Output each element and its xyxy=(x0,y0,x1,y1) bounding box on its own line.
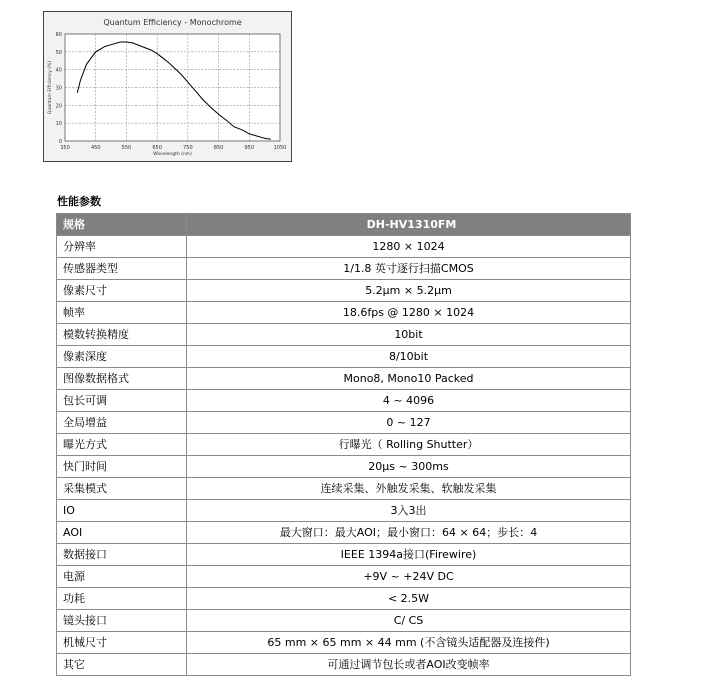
spec-label: 采集模式 xyxy=(57,478,187,500)
table-row xyxy=(57,258,631,280)
quantum-efficiency-chart xyxy=(43,11,292,162)
y-tick-label: 0 xyxy=(58,139,62,145)
table-row xyxy=(57,302,631,324)
spec-value: 18.6fps @ 1280 × 1024 xyxy=(187,302,631,324)
spec-label: 其它 xyxy=(57,654,187,676)
x-tick-label: 1050 xyxy=(273,145,287,151)
spec-value: 4 ~ 4096 xyxy=(187,390,631,412)
section-title: 性能参数 xyxy=(57,195,101,208)
spec-value: 3入3出 xyxy=(187,500,631,522)
spec-label: 快门时间 xyxy=(57,456,187,478)
table-row xyxy=(57,478,631,500)
x-tick-label: 550 xyxy=(121,145,132,151)
y-tick-label: 50 xyxy=(55,49,62,56)
table-row xyxy=(57,566,631,588)
header-spec-label: 规格 xyxy=(57,214,187,236)
table-row xyxy=(57,412,631,434)
table-row xyxy=(57,544,631,566)
spec-value: 1280 × 1024 xyxy=(187,236,631,258)
x-tick-label: 850 xyxy=(213,145,224,151)
spec-value: +9V ~ +24V DC xyxy=(187,566,631,588)
spec-label: 机械尺寸 xyxy=(57,632,187,654)
table-row xyxy=(57,654,631,676)
table-row xyxy=(57,346,631,368)
spec-value: 0 ~ 127 xyxy=(187,412,631,434)
spec-label: 数据接口 xyxy=(57,544,187,566)
spec-value: IEEE 1394a接口(Firewire) xyxy=(187,544,631,566)
table-row xyxy=(57,236,631,258)
spec-value: Mono8, Mono10 Packed xyxy=(187,368,631,390)
table-header-row xyxy=(57,214,631,236)
spec-label: 曝光方式 xyxy=(57,434,187,456)
table-row xyxy=(57,632,631,654)
spec-label: 像素深度 xyxy=(57,346,187,368)
x-axis-label: Wavelength (nm) xyxy=(153,152,192,157)
table-row xyxy=(57,324,631,346)
spec-label: 镜头接口 xyxy=(57,610,187,632)
y-tick-label: 60 xyxy=(55,32,62,38)
spec-value: 1/1.8 英寸逐行扫描CMOS xyxy=(187,258,631,280)
spec-label: 包长可调 xyxy=(57,390,187,412)
spec-table-body xyxy=(57,236,631,676)
spec-value: 最大窗口：最大AOI；最小窗口：64 × 64；步长：4 xyxy=(187,522,631,544)
y-tick-label: 30 xyxy=(55,85,62,92)
table-row xyxy=(57,280,631,302)
table-row xyxy=(57,610,631,632)
spec-label: 模数转换精度 xyxy=(57,324,187,346)
spec-label: 电源 xyxy=(57,566,187,588)
y-tick-label: 20 xyxy=(55,103,62,110)
table-row xyxy=(57,588,631,610)
spec-label: AOI xyxy=(57,522,187,544)
y-tick-label: 40 xyxy=(55,67,62,74)
x-tick-label: 650 xyxy=(152,145,162,151)
y-axis-label: Quantum Efficiency (%) xyxy=(48,60,53,115)
spec-value: 行曝光（ Rolling Shutter） xyxy=(187,434,631,456)
table-row xyxy=(57,434,631,456)
spec-value: C/ CS xyxy=(187,610,631,632)
spec-table xyxy=(56,213,631,676)
spec-label: 传感器类型 xyxy=(57,258,187,280)
spec-label: 全局增益 xyxy=(57,412,187,434)
table-row xyxy=(57,500,631,522)
spec-value: 可通过调节包长或者AOI改变帧率 xyxy=(187,654,631,676)
spec-label: IO xyxy=(57,500,187,522)
x-tick-label: 350 xyxy=(60,145,70,151)
spec-label: 分辨率 xyxy=(57,236,187,258)
y-tick-label: 10 xyxy=(55,121,62,128)
spec-value: 5.2μm × 5.2μm xyxy=(187,280,631,302)
spec-value: 10bit xyxy=(187,324,631,346)
chart-svg xyxy=(44,12,293,163)
spec-label: 像素尺寸 xyxy=(57,280,187,302)
spec-label: 图像数据格式 xyxy=(57,368,187,390)
spec-value: 连续采集、外触发采集、软触发采集 xyxy=(187,478,631,500)
spec-value: < 2.5W xyxy=(187,588,631,610)
table-row xyxy=(57,522,631,544)
spec-label: 帧率 xyxy=(57,302,187,324)
spec-value: 8/10bit xyxy=(187,346,631,368)
table-row xyxy=(57,368,631,390)
spec-value: 65 mm × 65 mm × 44 mm (不含镜头适配器及连接件) xyxy=(187,632,631,654)
x-tick-label: 750 xyxy=(183,145,193,151)
x-tick-label: 950 xyxy=(244,145,255,151)
spec-value: 20μs ~ 300ms xyxy=(187,456,631,478)
chart-title: Quantum Efficiency - Monochrome xyxy=(103,18,242,27)
table-row xyxy=(57,456,631,478)
table-row xyxy=(57,390,631,412)
x-tick-label: 450 xyxy=(90,145,101,151)
spec-label: 功耗 xyxy=(57,588,187,610)
header-model: DH-HV1310FM xyxy=(187,214,631,236)
